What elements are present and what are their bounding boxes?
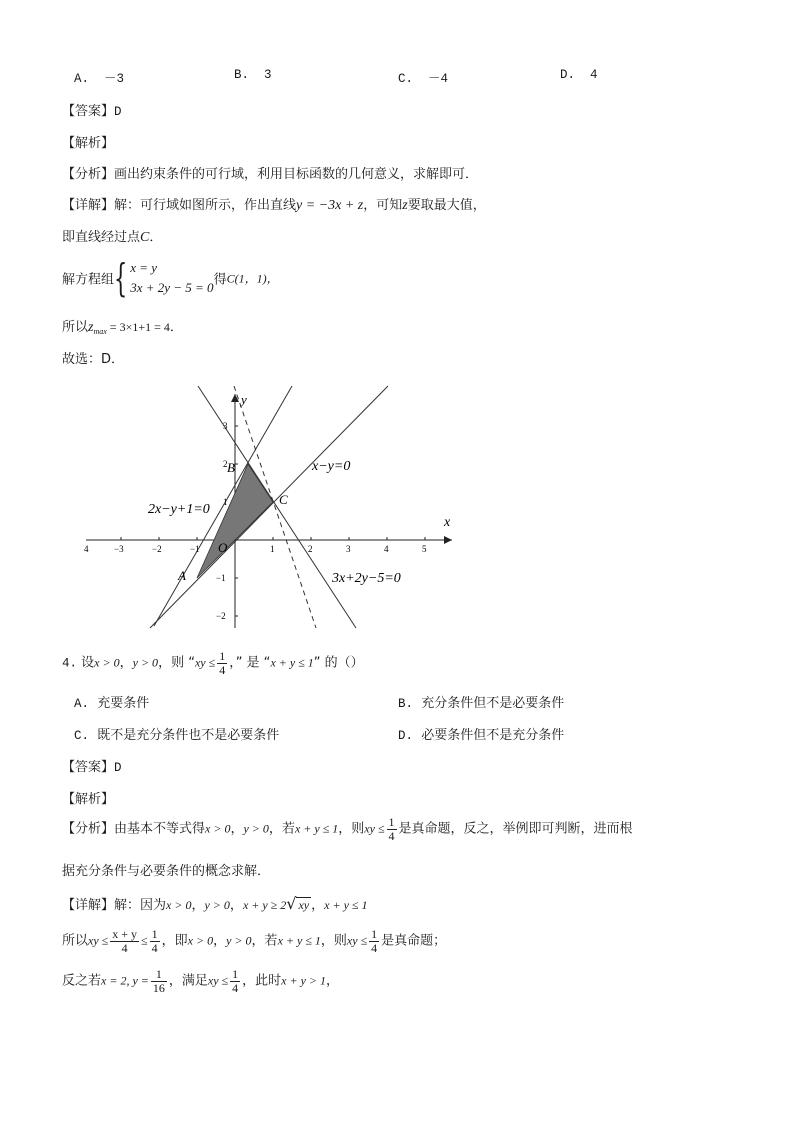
so-if: ，若 <box>251 933 278 949</box>
q3-option-d <box>560 68 598 82</box>
x-tick-label: 5 <box>422 544 427 554</box>
q3-option-b <box>234 68 272 82</box>
option-letter: A. <box>74 697 90 711</box>
analysis-y: y > 0 <box>243 821 269 836</box>
q4-detail <box>62 894 368 913</box>
y-tick-label: 2 <box>223 459 228 469</box>
detail-sqrt: xy <box>298 898 310 912</box>
so-y: y > 0 <box>226 933 252 948</box>
frac-num: 1 <box>371 927 378 941</box>
answer-tag: 【答案】 <box>62 760 115 775</box>
point-c: C <box>140 230 150 245</box>
y-tick-label: −2 <box>216 611 226 621</box>
detail-y: y > 0 <box>204 898 230 912</box>
y-axis-label: y <box>241 392 247 407</box>
sqrt-icon: √ <box>286 894 297 913</box>
frac-num: x + y <box>112 927 138 941</box>
frac-num: 1 <box>219 649 226 663</box>
detail-comma: ， <box>229 898 243 913</box>
fraction-1-4 <box>387 816 397 842</box>
fraction-1-4 <box>369 928 379 954</box>
rev-x: x = 2, y = <box>101 973 149 988</box>
rev-xy: xy ≤ <box>207 973 229 988</box>
detail-text: 解：因为 <box>114 898 167 913</box>
detail-text: 要取最大值， <box>407 198 486 213</box>
equation-1: x = y <box>130 260 158 275</box>
x-tick-label: −1 <box>190 544 200 554</box>
option-text: 3 <box>264 68 272 82</box>
q4-analysis-tag: 【解析】 <box>62 792 115 807</box>
option-letter: C. <box>398 72 414 86</box>
variable-z: z <box>402 198 408 213</box>
line-label-x-y: x−y=0 <box>312 459 351 474</box>
q3-analysis <box>62 163 478 182</box>
q3-option-c <box>398 68 448 86</box>
fraction-1-16 <box>151 968 167 994</box>
analysis-text: 是真命题，反之，举例即可判断，进而根 <box>398 821 633 837</box>
rev-prefix: 反之若 <box>62 973 102 989</box>
detail-ineq: x + y ≥ 2 <box>242 898 287 912</box>
frac-den: 4 <box>121 940 128 955</box>
so-end: 是真命题； <box>381 933 447 949</box>
line-equation: y = −3x + z <box>296 198 364 213</box>
stem-text: ，” 是 “ <box>229 655 271 671</box>
frac-den: 4 <box>219 662 226 677</box>
answer-value: D <box>114 105 122 119</box>
x-tick-label: −2 <box>152 544 162 554</box>
frac-num: 1 <box>151 927 158 941</box>
x-axis-arrow-icon <box>444 536 452 544</box>
analysis-text: 由基本不等式得 <box>114 821 206 837</box>
analysis-sum: x + y ≤ 1 <box>294 821 339 836</box>
detail-comma: ， <box>311 898 325 913</box>
q4-reverse-line <box>62 968 339 1006</box>
cond-sum: x + y ≤ 1 <box>270 655 314 670</box>
so-sum: x + y ≤ 1 <box>277 933 321 948</box>
feasible-region-figure <box>80 382 460 632</box>
detail-x: x > 0 <box>166 898 192 912</box>
x-tick-label: 1 <box>270 544 275 554</box>
analysis-comma: ， <box>230 821 244 837</box>
x-tick-label: 4 <box>384 544 389 554</box>
frac-den: 16 <box>152 980 165 995</box>
point-a-label: A <box>178 568 186 583</box>
frac-den: 4 <box>371 940 378 955</box>
x-tick-label: 2 <box>308 544 313 554</box>
cond-xy: xy ≤ <box>194 655 216 670</box>
equation-2: 3x + 2y − 5 = 0 <box>130 280 214 295</box>
q4-option-d <box>398 724 564 743</box>
zmax-value: = 3×1+1 = 4 <box>106 320 170 334</box>
x-axis-label: x <box>444 515 451 530</box>
fraction-1-4 <box>150 928 160 954</box>
question-number: 4. <box>62 656 78 671</box>
q4-answer <box>62 756 122 775</box>
frac-num: 1 <box>232 967 239 981</box>
q4-so-line <box>62 928 446 966</box>
option-text: 充分条件但不是必要条件 <box>421 696 565 711</box>
option-text: 既不是充分条件也不是必要条件 <box>97 728 280 743</box>
line-3x+2y-5 <box>198 386 356 628</box>
option-letter: B. <box>398 697 414 711</box>
so-xy: xy ≤ <box>88 933 109 948</box>
brace-icon: { <box>114 256 128 300</box>
so-comma: ， <box>213 933 227 949</box>
q4-option-c <box>74 724 279 743</box>
line-label-2x-y+1: 2x−y+1=0 <box>148 502 210 517</box>
q4-option-a <box>74 692 149 711</box>
x-tick-label: 4 <box>84 544 89 554</box>
option-text: －3 <box>104 72 125 86</box>
rev-after: ，此时 <box>242 973 282 989</box>
option-letter: A. <box>74 72 90 86</box>
zmax-sub: max <box>93 327 107 336</box>
fraction-1-4 <box>217 650 227 676</box>
q3-option-a <box>74 68 124 86</box>
origin-label: O <box>218 540 228 555</box>
frac-den: 4 <box>388 828 395 843</box>
rev-mid: ，满足 <box>168 973 208 989</box>
option-letter: C. <box>74 729 90 743</box>
answer-tag: 【答案】 <box>62 104 115 119</box>
analysis-label: 【分析】 <box>62 821 115 837</box>
line-label-3x+2y-5: 3x+2y−5=0 <box>332 571 401 586</box>
q3-zmax <box>62 316 183 336</box>
detail-sum: x + y ≤ 1 <box>324 898 368 912</box>
detail-text: ，可知 <box>363 198 403 213</box>
y-tick-label: 3 <box>223 421 228 431</box>
q3-solve-system <box>62 258 279 302</box>
so-mid: ，即 <box>161 933 188 949</box>
solve-prefix: 解方程组 <box>62 272 115 288</box>
frac-num: 1 <box>151 968 167 982</box>
stem-text: 设 <box>81 655 95 671</box>
analysis-x: x > 0 <box>205 821 231 836</box>
fraction-sum-4 <box>110 928 139 954</box>
q3-choose: 故选：D． <box>62 352 125 367</box>
rev-sum: x + y > 1 <box>281 973 327 988</box>
so-then: ，则 <box>320 933 347 949</box>
frac-num: 1 <box>388 815 395 829</box>
zmax-prefix: 所以 <box>62 320 89 335</box>
cond-x: x > 0 <box>94 655 120 670</box>
fraction-1-4 <box>230 968 240 994</box>
q4-analysis-line2: 据充分条件与必要条件的概念求解． <box>62 864 271 879</box>
y-tick-label: −1 <box>216 573 226 583</box>
analysis-label: 【分析】 <box>62 167 115 182</box>
analysis-xy: xy ≤ <box>364 821 385 836</box>
so-le: ≤ <box>141 933 148 948</box>
answer-value: D <box>114 761 122 775</box>
q3-analysis-tag: 【解析】 <box>62 136 115 151</box>
zmax-z: z <box>88 320 94 335</box>
option-text: 必要条件但不是充分条件 <box>421 728 565 743</box>
option-text: 充要条件 <box>97 696 150 711</box>
option-text: －4 <box>428 72 449 86</box>
option-letter: B. <box>234 68 250 82</box>
option-letter: D. <box>560 68 576 82</box>
option-letter: D. <box>398 729 414 743</box>
solve-get: 得 <box>213 272 227 288</box>
rev-end: ， <box>326 973 340 989</box>
q3-detail <box>62 194 486 214</box>
line2-end: ． <box>149 230 163 245</box>
frac-den: 4 <box>232 980 239 995</box>
solve-point: C(1，1)， <box>226 271 279 286</box>
so-prefix: 所以 <box>62 933 89 949</box>
detail-label: 【详解】 <box>62 198 115 213</box>
q4-stem <box>62 650 364 684</box>
cond-y: y > 0 <box>132 655 159 670</box>
stem-text: ” 的（） <box>313 655 364 671</box>
line2-text: 即直线经过点 <box>62 230 141 245</box>
detail-label: 【详解】 <box>62 898 115 913</box>
q3-line2 <box>62 226 162 246</box>
option-text: 4 <box>590 68 598 82</box>
x-tick-label: −3 <box>114 544 124 554</box>
equation-system <box>130 258 213 298</box>
frac-den: 4 <box>151 940 158 955</box>
stem-text: ，则 “ <box>158 655 195 671</box>
so-xy2: xy ≤ <box>346 933 368 948</box>
point-c-label: C <box>279 492 288 507</box>
point-b-label: B <box>227 460 235 475</box>
q4-analysis-line1 <box>62 816 633 852</box>
analysis-if: ，若 <box>268 821 295 837</box>
y-tick-label: 1 <box>223 497 228 507</box>
q4-option-b <box>398 692 564 711</box>
zmax-end: ． <box>169 320 183 335</box>
analysis-then: ，则 <box>338 821 365 837</box>
q3-answer <box>62 100 122 119</box>
so-x: x > 0 <box>187 933 214 948</box>
x-tick-label: 3 <box>346 544 351 554</box>
detail-text: 解：可行域如图所示，作出直线 <box>114 198 297 213</box>
stem-sep: ， <box>119 655 133 671</box>
detail-comma: ， <box>191 898 205 913</box>
analysis-text: 画出约束条件的可行域，利用目标函数的几何意义，求解即可． <box>114 167 479 182</box>
